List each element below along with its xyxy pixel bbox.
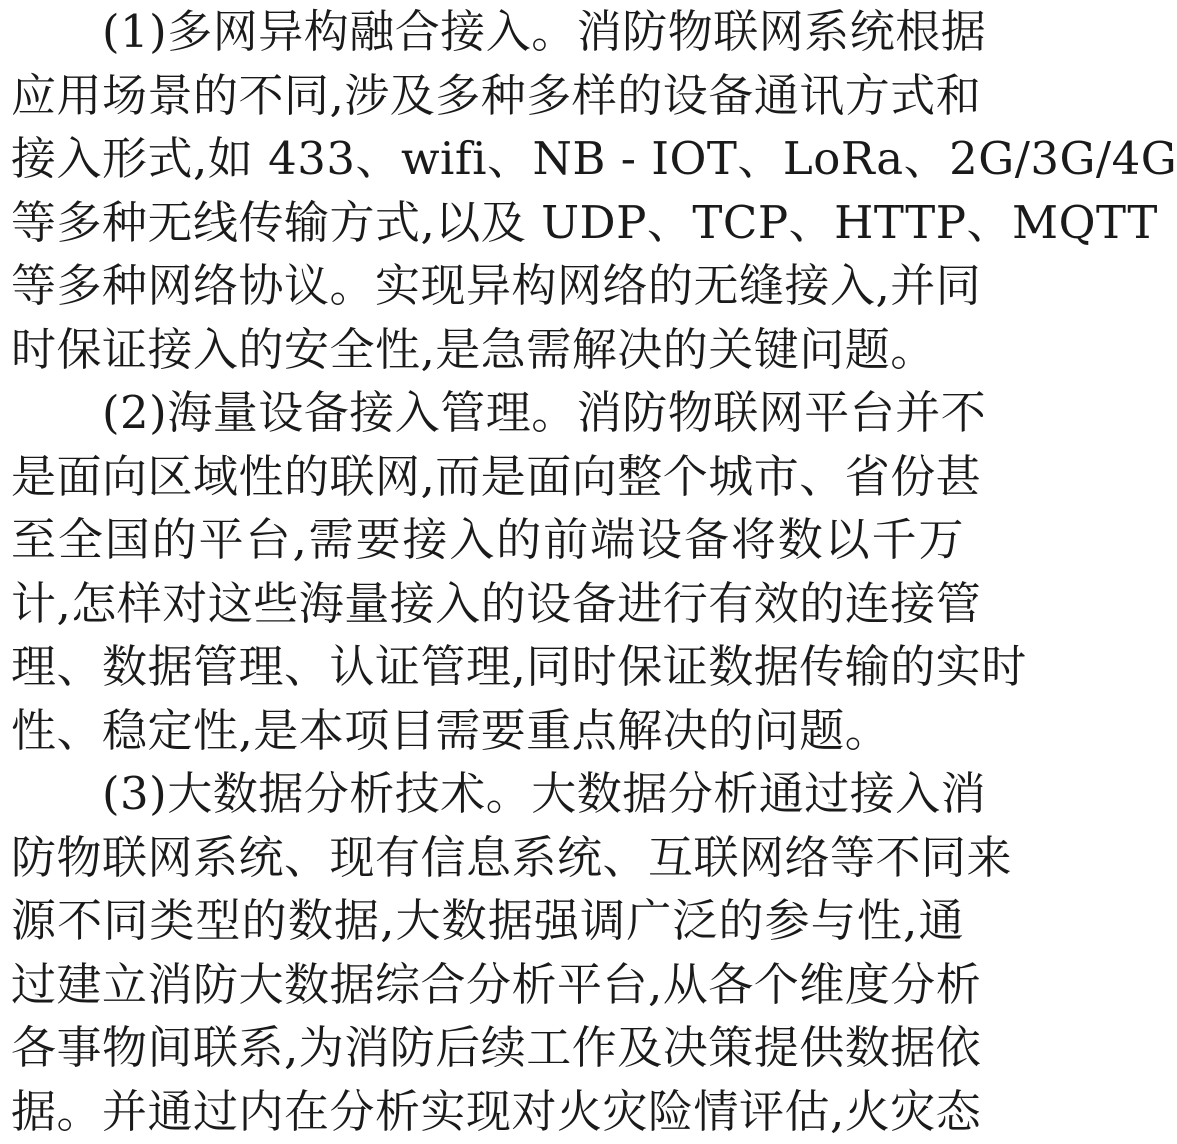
text-line: 是面向区域性的联网,而是面向整个城市、省份甚 bbox=[11, 449, 982, 503]
text-line: (2)海量设备接入管理。消防物联网平台并不 bbox=[102, 386, 987, 439]
text-line: 至全国的平台,需要接入的前端设备将数以千万 bbox=[11, 513, 964, 566]
text-line: 等多种无线传输方式,以及 UDP、TCP、HTTP、MQTT bbox=[11, 195, 1158, 249]
text-line: 各事物间联系,为消防后续工作及决策提供数据依 bbox=[11, 1021, 982, 1074]
text-line: 过建立消防大数据综合分析平台,从各个维度分析 bbox=[11, 957, 982, 1011]
text-line: 等多种网络协议。实现异构网络的无缝接入,并同 bbox=[11, 259, 982, 312]
text-line: (1)多网异构融合接入。消防物联网系统根据 bbox=[102, 5, 987, 58]
text-line: 应用场景的不同,涉及多种多样的设备通讯方式和 bbox=[11, 68, 982, 122]
text-line: 性、稳定性,是本项目需要重点解决的问题。 bbox=[11, 703, 891, 757]
text-line: 防物联网系统、现有信息系统、互联网络等不同来 bbox=[11, 830, 1013, 884]
text-line: 据。并通过内在分析实现对火灾险情评估,火灾态 bbox=[11, 1084, 982, 1138]
text-line: 理、数据管理、认证管理,同时保证数据传输的实时 bbox=[11, 640, 1027, 693]
text-line: 计,怎样对这些海量接入的设备进行有效的连接管 bbox=[11, 576, 982, 630]
paragraph-1 bbox=[11, 0, 1177, 381]
paragraph-2 bbox=[11, 381, 1027, 762]
paragraph-3 bbox=[11, 762, 1013, 1143]
text-line: (3)大数据分析技术。大数据分析通过接入消 bbox=[102, 767, 987, 820]
text-line: 时保证接入的安全性,是急需解决的关键问题。 bbox=[11, 322, 936, 376]
text-line: 源不同类型的数据,大数据强调广泛的参与性,通 bbox=[11, 894, 964, 947]
text-line: 接入形式,如 433、wifi、NB - IOT、LoRa、2G/3G/4G bbox=[11, 132, 1177, 185]
